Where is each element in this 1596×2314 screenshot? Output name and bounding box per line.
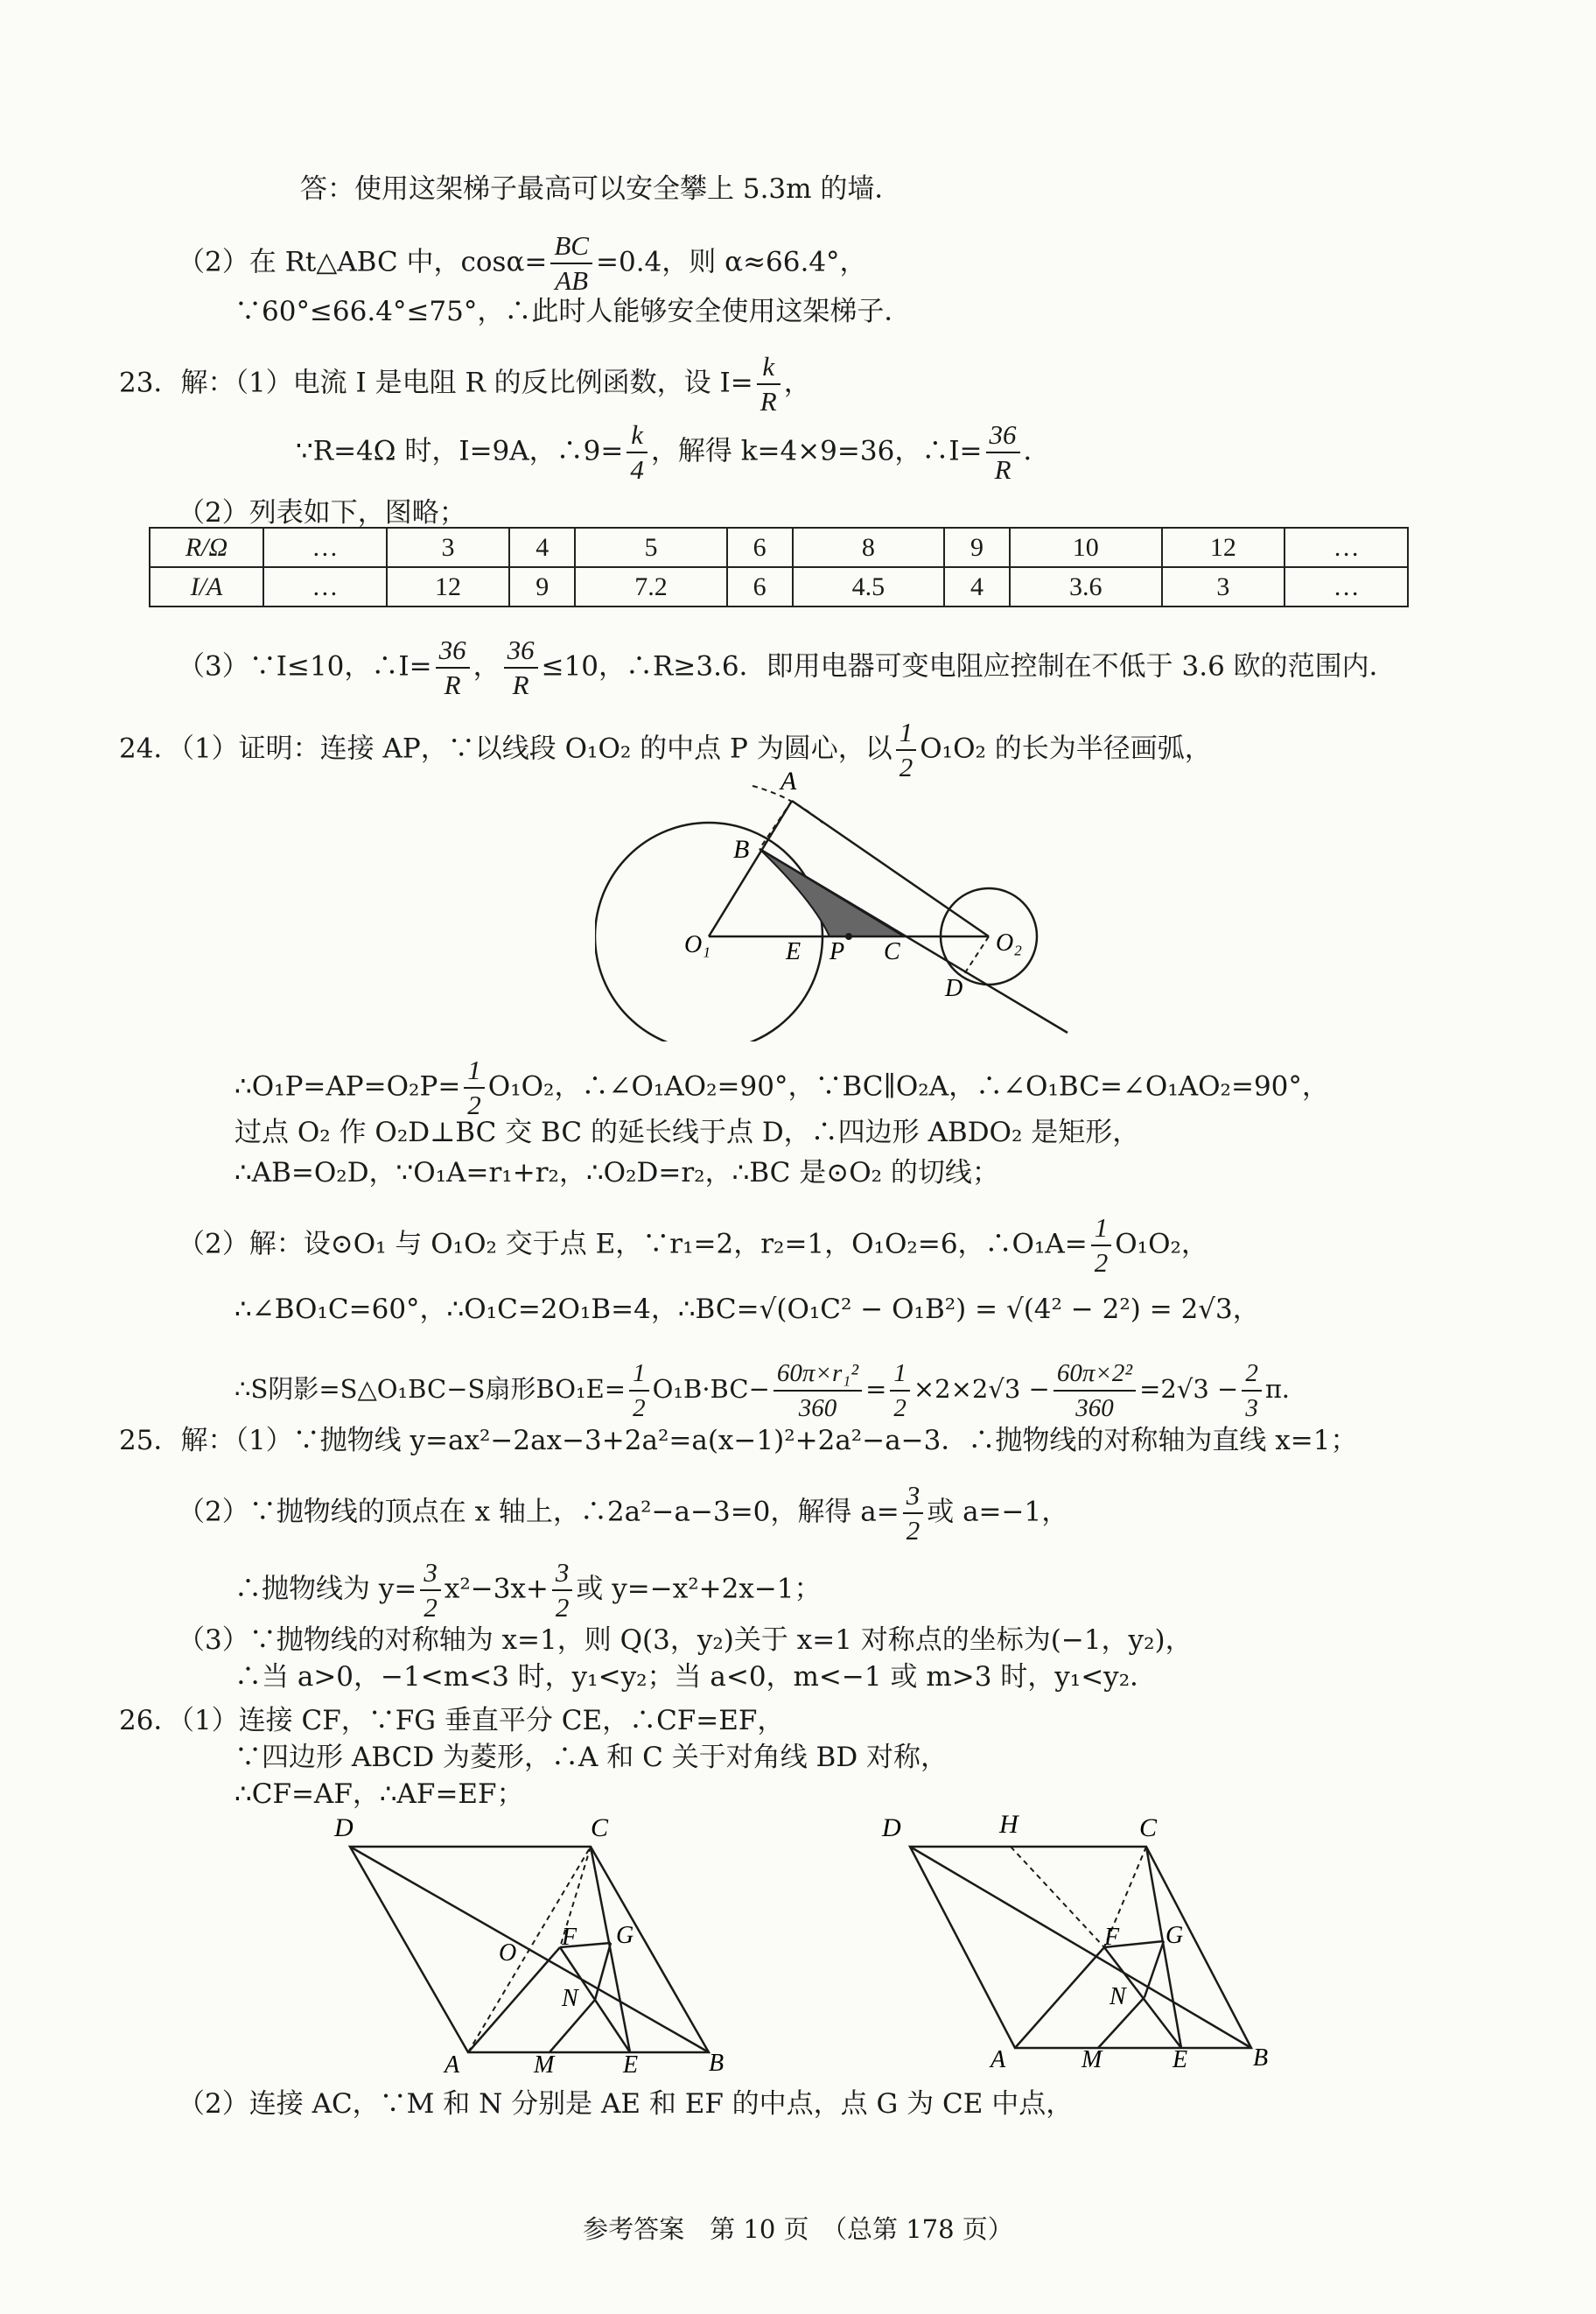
segment-af xyxy=(1015,1947,1104,2048)
p24-line3: 过点 O₂ 作 O₂D⊥BC 交 BC 的延长线于点 D，∴四边形 ABDO₂ 是矩形， xyxy=(234,1117,1140,1148)
page-footer: 参考答案 第 10 页 （总第 178 页） xyxy=(583,2214,1013,2244)
label-a: A xyxy=(444,2051,460,2079)
table-cell: 7.2 xyxy=(575,567,727,607)
table-header-cell: R/Ω xyxy=(150,528,263,567)
p23-line4: （3）∵I≤10，∴I= $\frac{36}{R}$ ， $\frac{36}{R}$ ≤10，∴R≥3.6．即用电器可变电阻应控制在不低于 3.6 欧的范围内． xyxy=(178,635,1396,700)
label-n: N xyxy=(1110,1983,1126,2010)
label-e: E xyxy=(786,938,802,965)
p23-line2: ∵R=4Ω 时，I=9A，∴9= $\frac{k}{4}$ ，解得 k=4×9=36，∴I= $\frac{36}{R}$ ． xyxy=(296,419,1051,485)
p24-line4: ∴AB=O₂D，∵O₁A=r₁+r₂，∴O₂D=r₂，∴BC 是⊙O₂ 的切线； xyxy=(234,1157,999,1189)
table-cell: 12 xyxy=(387,567,510,607)
dashed-hf xyxy=(1011,1847,1104,1947)
resistance-current-table xyxy=(149,527,1409,607)
fraction: $\frac{36}{R}$ xyxy=(504,634,538,702)
p24-line1: 24．（1）证明：连接 AP，∵以线段 O₁O₂ 的中点 P 为圆心，以 $\frac{1}{2}$ O₁O₂ 的长为半径画弧， xyxy=(119,717,1212,782)
p26-line4: （2）连接 AC，∵M 和 N 分别是 AE 和 EF 的中点，点 G 为 CE 中点， xyxy=(178,2088,1074,2120)
table-cell: 6 xyxy=(727,528,793,567)
p25-line1: 25．解：（1）∵抛物线 y=ax²−2ax−3+2a²=a(x−1)²+2a²−a−3．∴抛物线的对称轴为直线 x=1； xyxy=(119,1425,1358,1456)
label-a: A xyxy=(780,767,797,796)
label-b: B xyxy=(709,2050,724,2077)
label-a: A xyxy=(990,2046,1006,2073)
label-o2: O₂ xyxy=(996,929,1022,957)
fraction: $\frac{k}{R}$ xyxy=(757,350,780,418)
rhombus-figure-2 xyxy=(875,1812,1295,2083)
label-c: C xyxy=(884,938,900,965)
p26-line1: 26．（1）连接 CF，∵FG 垂直平分 CE，∴CF=EF， xyxy=(119,1705,785,1736)
fraction: $\frac{1}{2}$ xyxy=(1091,1211,1112,1280)
segment-ng xyxy=(1144,1941,1164,1997)
rhombus-figure-1 xyxy=(324,1812,744,2083)
table-cell: 4 xyxy=(509,528,575,567)
label-e: E xyxy=(1172,2046,1188,2073)
label-b: B xyxy=(1253,2044,1269,2072)
table-cell: … xyxy=(1284,567,1408,607)
table-cell: 6 xyxy=(727,567,793,607)
table-cell: 4.5 xyxy=(793,567,945,607)
table-cell: 9 xyxy=(509,567,575,607)
label-d: D xyxy=(334,1813,354,1842)
table-cell: 9 xyxy=(944,528,1010,567)
p26-line2: ∵四边形 ABCD 为菱形，∴A 和 C 关于对角线 BD 对称， xyxy=(234,1742,948,1773)
label-n: N xyxy=(562,1985,578,2012)
p24-line2: ∴O₁P=AP=O₂P= $\frac{1}{2}$ O₁O₂，∴∠O₁AO₂=90°，∵BC∥O₂A，∴∠O₁BC=∠O₁AO₂=90°， xyxy=(234,1055,1329,1120)
diagonal-bd xyxy=(910,1847,1251,2048)
p22-line3: ∵60°≤66.4°≤75°，∴此时人能够安全使用这架梯子． xyxy=(234,296,912,327)
p23-line1: 23．解：（1）电流 I 是电阻 R 的反比例函数，设 I= $\frac{k}{R}$ ， xyxy=(119,351,811,417)
fraction: $\frac{\text{60π×r₁²}}{360}$ xyxy=(774,1357,862,1425)
table-row xyxy=(150,567,1408,607)
fraction: $\frac{36}{R}$ xyxy=(436,634,470,702)
p25-line5: ∴当 a>0，−1<m<3 时，y₁<y₂；当 a<0，m<−1 或 m>3 时，y₁<y₂． xyxy=(234,1661,1158,1693)
p25-line4: （3）∵抛物线的对称轴为 x=1，则 Q(3，y₂)关于 x=1 对称点的坐标为(−1，y₂)， xyxy=(178,1624,1193,1656)
fraction: $\frac{36}{R}$ xyxy=(986,418,1020,487)
label-o1: O₁ xyxy=(684,931,710,958)
fraction: $\frac{3}{2}$ xyxy=(552,1556,573,1624)
p24-line7: ∴S阴影=S△O₁BC−S扇形BO₁E= $\frac{1}{2}$ O₁B·BC− $\frac{\text{60π×r₁²}}{360}$ = $\frac{1}{2}$ ×2×2√3 − $\frac{\text{60π×2²}}{360}$ =2√3 − $\frac{2}{3}$ π． xyxy=(234,1357,1307,1425)
label-b: B xyxy=(733,835,750,864)
label-c: C xyxy=(591,1813,609,1842)
fraction: $\frac{BC}{AB}$ xyxy=(550,229,592,298)
fraction: $\frac{1}{2}$ xyxy=(896,716,917,784)
fraction: $\frac{\text{60π×2²}}{360}$ xyxy=(1054,1357,1136,1425)
table-cell: … xyxy=(263,528,387,567)
table-cell: 8 xyxy=(793,528,945,567)
table-cell: … xyxy=(1284,528,1408,567)
label-m: M xyxy=(1082,2046,1102,2073)
table-cell: 4 xyxy=(944,567,1010,607)
label-d: D xyxy=(882,1813,901,1842)
label-g: G xyxy=(616,1922,634,1949)
p26-line3: ∴CF=AF，∴AF=EF； xyxy=(234,1778,524,1810)
fraction: $\frac{k}{4}$ xyxy=(626,418,648,487)
p25-line2: （2）∵抛物线的顶点在 x 轴上，∴2a²−a−3=0，解得 a= $\frac{3}{2}$ 或 a=−1， xyxy=(178,1480,1069,1546)
circles-figure xyxy=(595,761,1085,1041)
fraction: $\frac{1}{2}$ xyxy=(464,1054,485,1122)
label-h: H xyxy=(999,1812,1018,1839)
table-header-cell: I/A xyxy=(150,567,263,607)
point-p xyxy=(845,933,852,940)
fraction: $\frac{1}{2}$ xyxy=(629,1357,649,1425)
label-f: F xyxy=(562,1924,578,1951)
fraction: $\frac{1}{2}$ xyxy=(890,1357,910,1425)
label-g: G xyxy=(1166,1922,1184,1949)
fraction: $\frac{3}{2}$ xyxy=(420,1556,441,1624)
table-cell: 3 xyxy=(387,528,510,567)
table-cell: … xyxy=(263,567,387,607)
table-cell: 3.6 xyxy=(1010,567,1162,607)
label-o: O xyxy=(499,1939,517,1967)
p25-line3: ∴抛物线为 y= $\frac{3}{2}$ x²−3x+ $\frac{3}{2}$ 或 y=−x²+2x−1； xyxy=(234,1557,822,1623)
p22-part2: （2）在 Rt△ABC 中，cosα= $\frac{BC}{AB}$ =0.4，则 α≈66.4°， xyxy=(178,230,867,296)
fraction: $\frac{3}{2}$ xyxy=(903,1479,924,1547)
label-f: F xyxy=(1104,1924,1120,1951)
p23-line3: （2）列表如下，图略； xyxy=(178,497,466,529)
table-cell: 10 xyxy=(1010,528,1162,567)
label-m: M xyxy=(534,2051,555,2079)
table-row xyxy=(150,528,1408,567)
label-c: C xyxy=(1139,1813,1158,1842)
label-d: D xyxy=(945,975,963,1002)
label-p: P xyxy=(830,938,845,965)
table-cell: 12 xyxy=(1162,528,1285,567)
p24-line6: ∴∠BO₁C=60°，∴O₁C=2O₁B=4，∴BC=√(O₁C² − O₁B²) = √(4² − 2²) = 2√3， xyxy=(234,1294,1260,1325)
p22-answer: 答：使用这架梯子最高可以安全攀上 5.3m 的墙． xyxy=(300,173,902,205)
label-e: E xyxy=(623,2051,639,2079)
p24-line5: （2）解：设⊙O₁ 与 O₁O₂ 交于点 E，∵r₁=2，r₂=1，O₁O₂=6，∴O₁A= $\frac{1}{2}$ O₁O₂， xyxy=(178,1212,1208,1278)
table-cell: 3 xyxy=(1162,567,1285,607)
dashed-o2-d xyxy=(962,936,989,977)
fraction: $\frac{2}{3}$ xyxy=(1242,1357,1262,1425)
table-cell: 5 xyxy=(575,528,727,567)
